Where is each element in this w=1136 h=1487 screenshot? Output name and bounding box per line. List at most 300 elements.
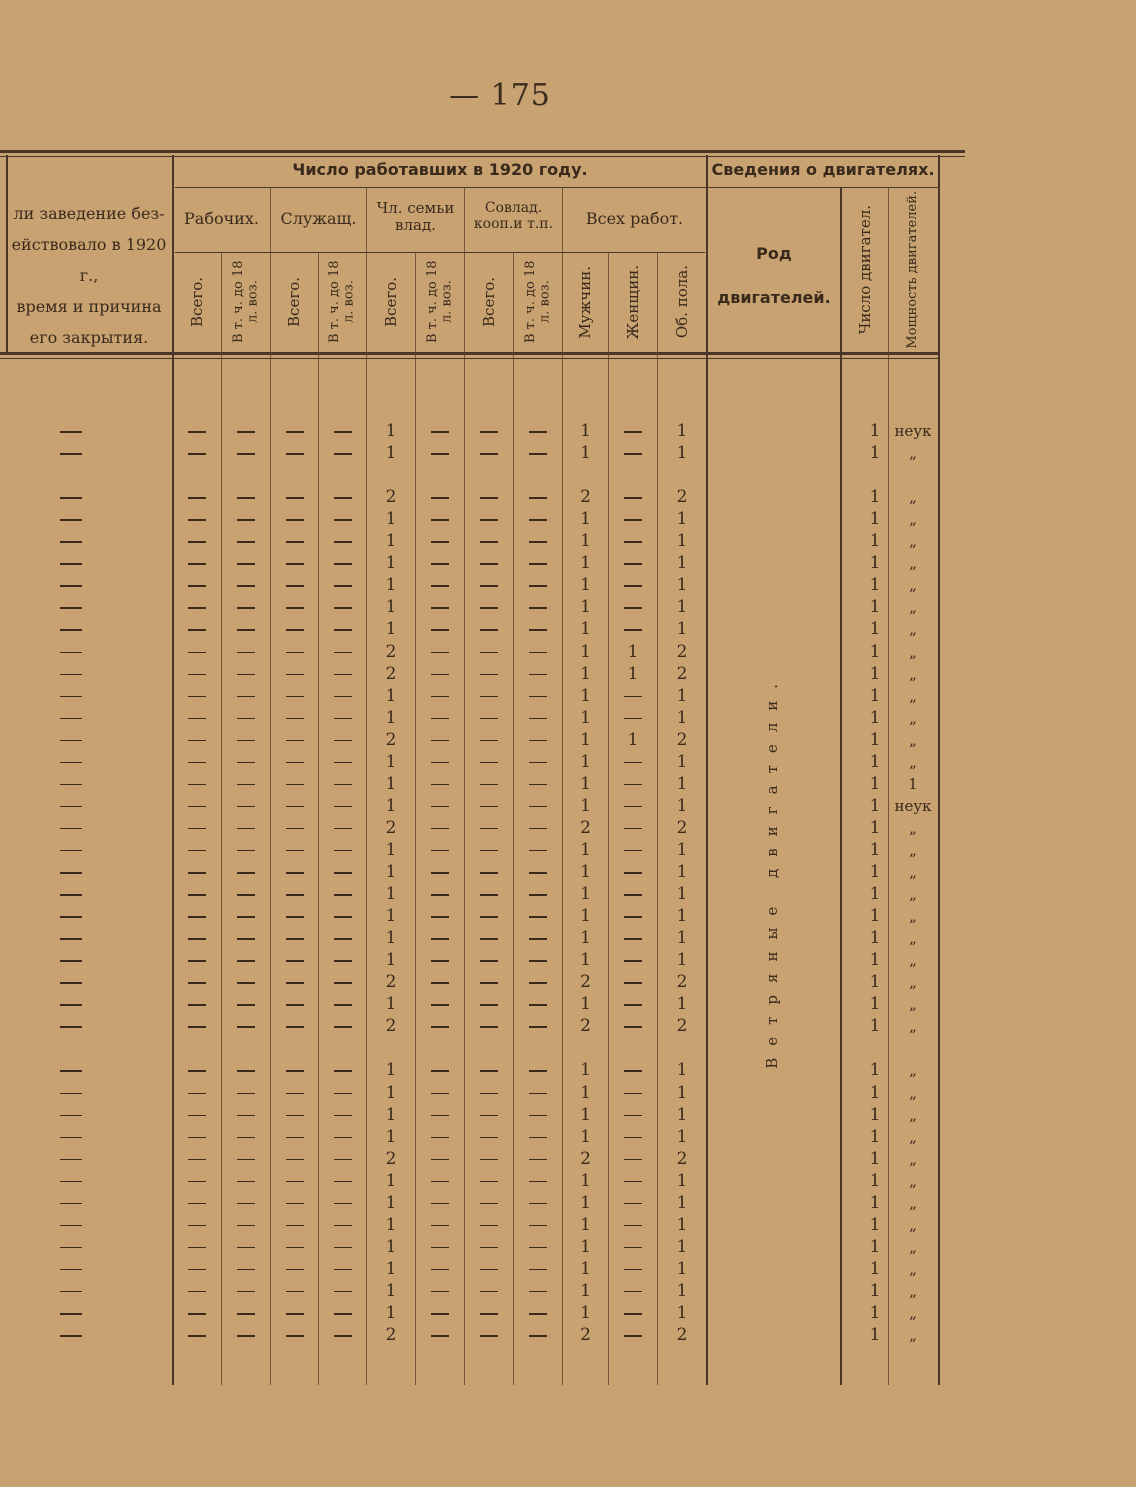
table-cell: 1 <box>676 597 688 618</box>
table-cell-dash <box>334 585 352 587</box>
table-cell-dash <box>529 718 547 720</box>
table-cell: 2 <box>385 729 397 750</box>
table-cell: 1 <box>385 751 397 772</box>
table-cell-dash <box>334 1181 352 1183</box>
group-divider <box>270 187 271 1385</box>
engine-count-cell: 1 <box>869 994 881 1015</box>
table-cell: 1 <box>676 906 688 927</box>
table-cell-dash <box>188 541 206 543</box>
table-cell-dash <box>480 541 498 543</box>
table-cell-dash <box>431 1269 449 1271</box>
engine-count-cell: 1 <box>869 729 881 750</box>
table-cell-dash <box>480 1026 498 1028</box>
table-cell: 2 <box>385 1148 397 1169</box>
engine-power-cell: „ <box>909 708 917 727</box>
table-cell: 1 <box>580 663 591 684</box>
table-cell-dash <box>334 938 352 940</box>
table-cell-dash <box>286 652 304 654</box>
table-cell-dash <box>529 1115 547 1117</box>
engine-power-cell: „ <box>909 1061 917 1080</box>
table-cell-dash <box>237 828 255 830</box>
table-cell-dash <box>480 740 498 742</box>
table-cell-dash <box>188 1203 206 1205</box>
table-cell: 1 <box>385 1280 397 1301</box>
table-cell-dash <box>237 1181 255 1183</box>
table-cell: 1 <box>385 994 397 1015</box>
table-cell: 1 <box>385 619 397 640</box>
table-cell: 1 <box>580 773 591 794</box>
table-cell: 1 <box>385 1126 397 1147</box>
engine-count-cell: 1 <box>869 1082 881 1103</box>
table-cell: 1 <box>676 575 688 596</box>
table-cell-dash <box>286 982 304 984</box>
closure-dash <box>60 916 82 918</box>
table-cell-dash <box>529 674 547 676</box>
table-cell: 1 <box>580 729 591 750</box>
table-cell-dash <box>529 938 547 940</box>
top-rule <box>0 150 965 153</box>
table-cell: 1 <box>385 1192 397 1213</box>
table-cell-dash <box>624 541 642 543</box>
engine-count-cell: 1 <box>869 509 881 530</box>
table-cell-dash <box>431 718 449 720</box>
table-cell-dash <box>237 1335 255 1337</box>
engine-power-cell: „ <box>909 1326 917 1345</box>
table-cell: 2 <box>580 817 591 838</box>
table-cell-dash <box>624 1026 642 1028</box>
table-cell-dash <box>529 740 547 742</box>
table-cell-dash <box>286 1181 304 1183</box>
table-cell-dash <box>529 1313 547 1315</box>
closure-dash <box>60 696 82 698</box>
closure-dash <box>60 629 82 631</box>
table-cell-dash <box>624 850 642 852</box>
table-cell-dash <box>529 696 547 698</box>
table-cell: 1 <box>385 685 397 706</box>
subcol-header: Мужчин. <box>576 265 595 339</box>
table-cell: 1 <box>676 950 688 971</box>
table-cell-dash <box>480 1203 498 1205</box>
table-cell: 2 <box>676 487 688 508</box>
table-cell-dash <box>334 806 352 808</box>
table-cell-dash <box>237 960 255 962</box>
table-cell-dash <box>286 1026 304 1028</box>
table-cell-dash <box>237 762 255 764</box>
table-cell-dash <box>529 519 547 521</box>
table-cell: 2 <box>580 1325 591 1346</box>
table-cell-dash <box>334 1247 352 1249</box>
table-cell-dash <box>624 453 642 455</box>
table-cell-dash <box>480 1159 498 1161</box>
table-cell-dash <box>334 1269 352 1271</box>
table-cell-dash <box>624 1070 642 1072</box>
table-cell-dash <box>334 740 352 742</box>
table-cell-dash <box>480 1115 498 1117</box>
table-cell-dash <box>480 894 498 896</box>
table-cell-dash <box>334 1203 352 1205</box>
right-edge-line <box>938 155 940 1385</box>
table-cell: 2 <box>676 972 688 993</box>
table-cell: 2 <box>676 1148 688 1169</box>
table-cell-dash <box>431 585 449 587</box>
table-cell: 1 <box>385 531 397 552</box>
table-cell-dash <box>431 1137 449 1139</box>
table-cell-dash <box>237 1115 255 1117</box>
engine-count-cell: 1 <box>869 1148 881 1169</box>
table-cell-dash <box>286 563 304 565</box>
subcol-divider <box>608 252 609 1385</box>
table-cell-dash <box>529 762 547 764</box>
engine-power-cell: „ <box>909 995 917 1014</box>
table-cell: 1 <box>580 1170 591 1191</box>
engine-power-cell: „ <box>909 973 917 992</box>
table-cell-dash <box>188 674 206 676</box>
table-cell-dash <box>334 850 352 852</box>
table-cell-dash <box>480 497 498 499</box>
table-cell-dash <box>286 740 304 742</box>
table-cell-dash <box>431 1291 449 1293</box>
table-cell-dash <box>624 960 642 962</box>
table-cell-dash <box>286 1291 304 1293</box>
engine-power-cell: „ <box>909 1259 917 1278</box>
table-cell-dash <box>480 718 498 720</box>
table-cell: 1 <box>580 1303 591 1323</box>
table-cell-dash <box>188 718 206 720</box>
table-cell-dash <box>237 806 255 808</box>
table-cell-dash <box>286 1247 304 1249</box>
table-cell-dash <box>237 1203 255 1205</box>
group-co-owners: Совлад. кооп.и т.п. <box>473 200 554 233</box>
closure-dash <box>60 1247 82 1249</box>
table-cell: 1 <box>580 1280 591 1301</box>
table-cell-dash <box>188 607 206 609</box>
table-cell: 1 <box>676 1192 688 1213</box>
table-cell-dash <box>431 431 449 433</box>
closure-dash <box>60 431 82 433</box>
table-cell-dash <box>188 1225 206 1227</box>
table-cell-dash <box>529 431 547 433</box>
table-cell: 2 <box>385 487 397 508</box>
table-cell: 1 <box>676 1126 688 1147</box>
table-cell-dash <box>480 1247 498 1249</box>
table-cell: 1 <box>580 906 591 927</box>
engine-power-cell: „ <box>909 1237 917 1256</box>
table-cell-dash <box>529 872 547 874</box>
table-cell-dash <box>624 1247 642 1249</box>
engine-power-cell: „ <box>909 730 917 749</box>
table-cell-dash <box>431 519 449 521</box>
table-cell-dash <box>237 850 255 852</box>
table-cell-dash <box>237 872 255 874</box>
table-cell-dash <box>237 1269 255 1271</box>
table-cell-dash <box>286 1203 304 1205</box>
table-cell-dash <box>529 585 547 587</box>
table-cell: 1 <box>676 884 688 905</box>
table-cell: 1 <box>676 1303 688 1323</box>
table-cell: 1 <box>676 707 688 728</box>
header-bottom-rule-2 <box>0 358 940 359</box>
table-cell: 1 <box>580 531 591 552</box>
table-cell-dash <box>529 541 547 543</box>
engine-power-cell: „ <box>909 840 917 859</box>
table-cell-dash <box>286 1269 304 1271</box>
engine-power-cell: „ <box>909 1105 917 1124</box>
subcol-divider <box>318 252 319 1385</box>
subcol-header: В т. ч. до 18 л. воз. <box>522 260 552 344</box>
engine-power-header: Мощность двигателей. <box>904 191 920 349</box>
table-cell-dash <box>286 916 304 918</box>
table-cell-dash <box>286 1335 304 1337</box>
table-cell-dash <box>286 1313 304 1315</box>
engine-count-cell: 1 <box>869 575 881 596</box>
table-cell-dash <box>529 960 547 962</box>
engine-count-cell: 1 <box>869 950 881 971</box>
closure-dash <box>60 1291 82 1293</box>
table-cell: 1 <box>580 1214 591 1235</box>
closure-dash <box>60 784 82 786</box>
table-cell-dash <box>334 563 352 565</box>
table-cell-dash <box>188 1004 206 1006</box>
table-cell-dash <box>334 762 352 764</box>
table-cell-dash <box>286 696 304 698</box>
engine-count-cell: 1 <box>869 751 881 772</box>
closure-dash <box>60 1137 82 1139</box>
first-col-header-line: ействовало в 1920 г., <box>11 235 167 285</box>
table-cell-dash <box>624 431 642 433</box>
table-cell-dash <box>188 696 206 698</box>
table-cell-dash <box>188 828 206 830</box>
closure-dash <box>60 1115 82 1117</box>
table-cell-dash <box>480 872 498 874</box>
table-cell-dash <box>480 1070 498 1072</box>
table-cell-dash <box>431 762 449 764</box>
subcol-header: Об. пола. <box>672 265 691 339</box>
table-cell: 1 <box>676 421 688 441</box>
table-cell-dash <box>431 1070 449 1072</box>
table-cell-dash <box>480 652 498 654</box>
table-cell-dash <box>286 960 304 962</box>
table-cell-dash <box>529 1291 547 1293</box>
table-cell-dash <box>188 960 206 962</box>
engine-count-cell: 1 <box>869 1214 881 1235</box>
table-cell: 1 <box>580 862 591 882</box>
engine-count-cell: 1 <box>869 619 881 640</box>
table-cell-dash <box>480 850 498 852</box>
table-cell-dash <box>480 828 498 830</box>
table-cell: 2 <box>676 663 688 684</box>
table-cell-dash <box>334 960 352 962</box>
table-cell-dash <box>624 519 642 521</box>
table-cell-dash <box>529 1137 547 1139</box>
table-cell: 1 <box>385 1082 397 1103</box>
engine-count-cell: 1 <box>869 1236 881 1257</box>
engine-power-cell: „ <box>909 488 917 507</box>
engine-kind-divider <box>840 187 842 1385</box>
closure-dash <box>60 828 82 830</box>
table-cell-dash <box>334 607 352 609</box>
engine-count-cell: 1 <box>869 884 881 905</box>
table-cell-dash <box>237 1313 255 1315</box>
table-cell-dash <box>188 806 206 808</box>
engine-power-cell: „ <box>909 818 917 837</box>
table-cell: 2 <box>676 1016 688 1037</box>
engine-power-cell: „ <box>909 1193 917 1212</box>
table-cell-dash <box>286 519 304 521</box>
table-cell: 1 <box>385 906 397 927</box>
table-cell-dash <box>480 806 498 808</box>
table-cell-dash <box>188 1026 206 1028</box>
table-cell-dash <box>237 431 255 433</box>
page-number: — 175 <box>449 78 551 113</box>
engine-power-cell: „ <box>909 1017 917 1036</box>
table-cell-dash <box>286 894 304 896</box>
engine-count-cell: 1 <box>869 1126 881 1147</box>
table-cell: 1 <box>580 795 591 816</box>
table-cell: 1 <box>385 773 397 794</box>
table-cell-dash <box>431 1159 449 1161</box>
table-cell-dash <box>431 1313 449 1315</box>
table-cell-dash <box>237 938 255 940</box>
table-cell-dash <box>480 453 498 455</box>
table-cell-dash <box>237 1070 255 1072</box>
table-cell-dash <box>334 1335 352 1337</box>
table-cell: 1 <box>580 1082 591 1103</box>
table-cell-dash <box>480 1137 498 1139</box>
closure-dash <box>60 894 82 896</box>
table-cell-dash <box>334 982 352 984</box>
table-cell: 1 <box>676 773 688 794</box>
table-cell-dash <box>431 1115 449 1117</box>
table-cell: 1 <box>676 1170 688 1191</box>
table-cell: 2 <box>385 1325 397 1346</box>
table-cell-dash <box>624 1115 642 1117</box>
table-cell-dash <box>529 1159 547 1161</box>
closure-dash <box>60 1004 82 1006</box>
table-cell: 1 <box>580 597 591 618</box>
table-cell: 1 <box>676 994 688 1015</box>
closure-dash <box>60 1070 82 1072</box>
table-cell-dash <box>237 982 255 984</box>
table-cell: 1 <box>676 553 688 574</box>
table-cell-dash <box>237 674 255 676</box>
engine-power-cell: „ <box>909 1127 917 1146</box>
table-cell: 1 <box>385 553 397 574</box>
table-cell-dash <box>286 828 304 830</box>
closure-dash <box>60 1093 82 1095</box>
table-cell-dash <box>624 1093 642 1095</box>
table-cell-dash <box>237 563 255 565</box>
engine-count-cell: 1 <box>869 1016 881 1037</box>
table-cell-dash <box>334 1093 352 1095</box>
table-cell: 1 <box>676 1082 688 1103</box>
engine-count-cell: 1 <box>869 1060 881 1081</box>
table-cell-dash <box>529 629 547 631</box>
table-cell-dash <box>237 519 255 521</box>
table-cell: 1 <box>580 443 591 464</box>
table-cell-dash <box>431 1093 449 1095</box>
engine-power-cell: „ <box>909 554 917 573</box>
first-col-header <box>6 198 172 353</box>
table-cell-dash <box>431 938 449 940</box>
engine-power-cell: неук <box>894 422 932 440</box>
table-cell-dash <box>529 894 547 896</box>
table-cell-dash <box>624 1313 642 1315</box>
table-cell-dash <box>286 674 304 676</box>
subcol-divider <box>221 252 222 1385</box>
closure-dash <box>60 541 82 543</box>
table-cell: 2 <box>385 972 397 993</box>
table-cell: 2 <box>385 1016 397 1037</box>
closure-dash <box>60 740 82 742</box>
table-cell-dash <box>188 1137 206 1139</box>
group-divider <box>464 187 465 1385</box>
engine-power-cell: „ <box>909 951 917 970</box>
table-cell-dash <box>237 1137 255 1139</box>
table-cell-dash <box>237 1225 255 1227</box>
table-cell-dash <box>188 1269 206 1271</box>
table-cell-dash <box>529 652 547 654</box>
engine-count-cell: 1 <box>869 1258 881 1279</box>
table-cell-dash <box>188 916 206 918</box>
engine-count-cell: 1 <box>869 685 881 706</box>
table-cell-dash <box>286 1093 304 1095</box>
table-cell: 1 <box>676 862 688 882</box>
table-cell-dash <box>188 1313 206 1315</box>
table-cell-dash <box>431 960 449 962</box>
table-cell-dash <box>624 696 642 698</box>
closure-dash <box>60 1203 82 1205</box>
table-cell: 1 <box>676 1104 688 1125</box>
table-cell-dash <box>529 806 547 808</box>
engine-power-cell: „ <box>909 686 917 705</box>
table-cell-dash <box>286 850 304 852</box>
table-cell-dash <box>431 696 449 698</box>
table-cell-dash <box>624 916 642 918</box>
table-cell: 1 <box>580 950 591 971</box>
table-cell-dash <box>624 607 642 609</box>
table-cell-dash <box>480 982 498 984</box>
subcol-header: Женщин. <box>623 264 642 340</box>
table-cell-dash <box>188 497 206 499</box>
table-cell-dash <box>286 1115 304 1117</box>
engine-power-cell: неук <box>894 796 932 815</box>
table-cell-dash <box>188 519 206 521</box>
table-cell-dash <box>188 982 206 984</box>
table-cell: 1 <box>385 1258 397 1279</box>
table-cell-dash <box>624 497 642 499</box>
table-cell: 1 <box>676 1236 688 1257</box>
closure-dash <box>60 1159 82 1161</box>
table-cell-dash <box>188 1093 206 1095</box>
table-cell: 1 <box>385 443 397 464</box>
table-cell-dash <box>529 453 547 455</box>
table-cell-dash <box>188 1291 206 1293</box>
table-cell: 1 <box>676 443 688 464</box>
engine-power-cell: „ <box>909 752 917 771</box>
table-cell-dash <box>334 916 352 918</box>
table-cell-dash <box>624 563 642 565</box>
engine-power-cell: „ <box>909 1304 917 1322</box>
table-cell-dash <box>480 519 498 521</box>
table-cell-dash <box>480 607 498 609</box>
table-cell-dash <box>188 1181 206 1183</box>
engine-power-cell: „ <box>909 444 917 463</box>
table-cell-dash <box>431 1181 449 1183</box>
table-cell-dash <box>624 784 642 786</box>
engine-count-cell: 1 <box>869 1303 881 1323</box>
engines-info-header: Сведения о двигателях. <box>711 160 935 179</box>
table-cell-dash <box>334 674 352 676</box>
